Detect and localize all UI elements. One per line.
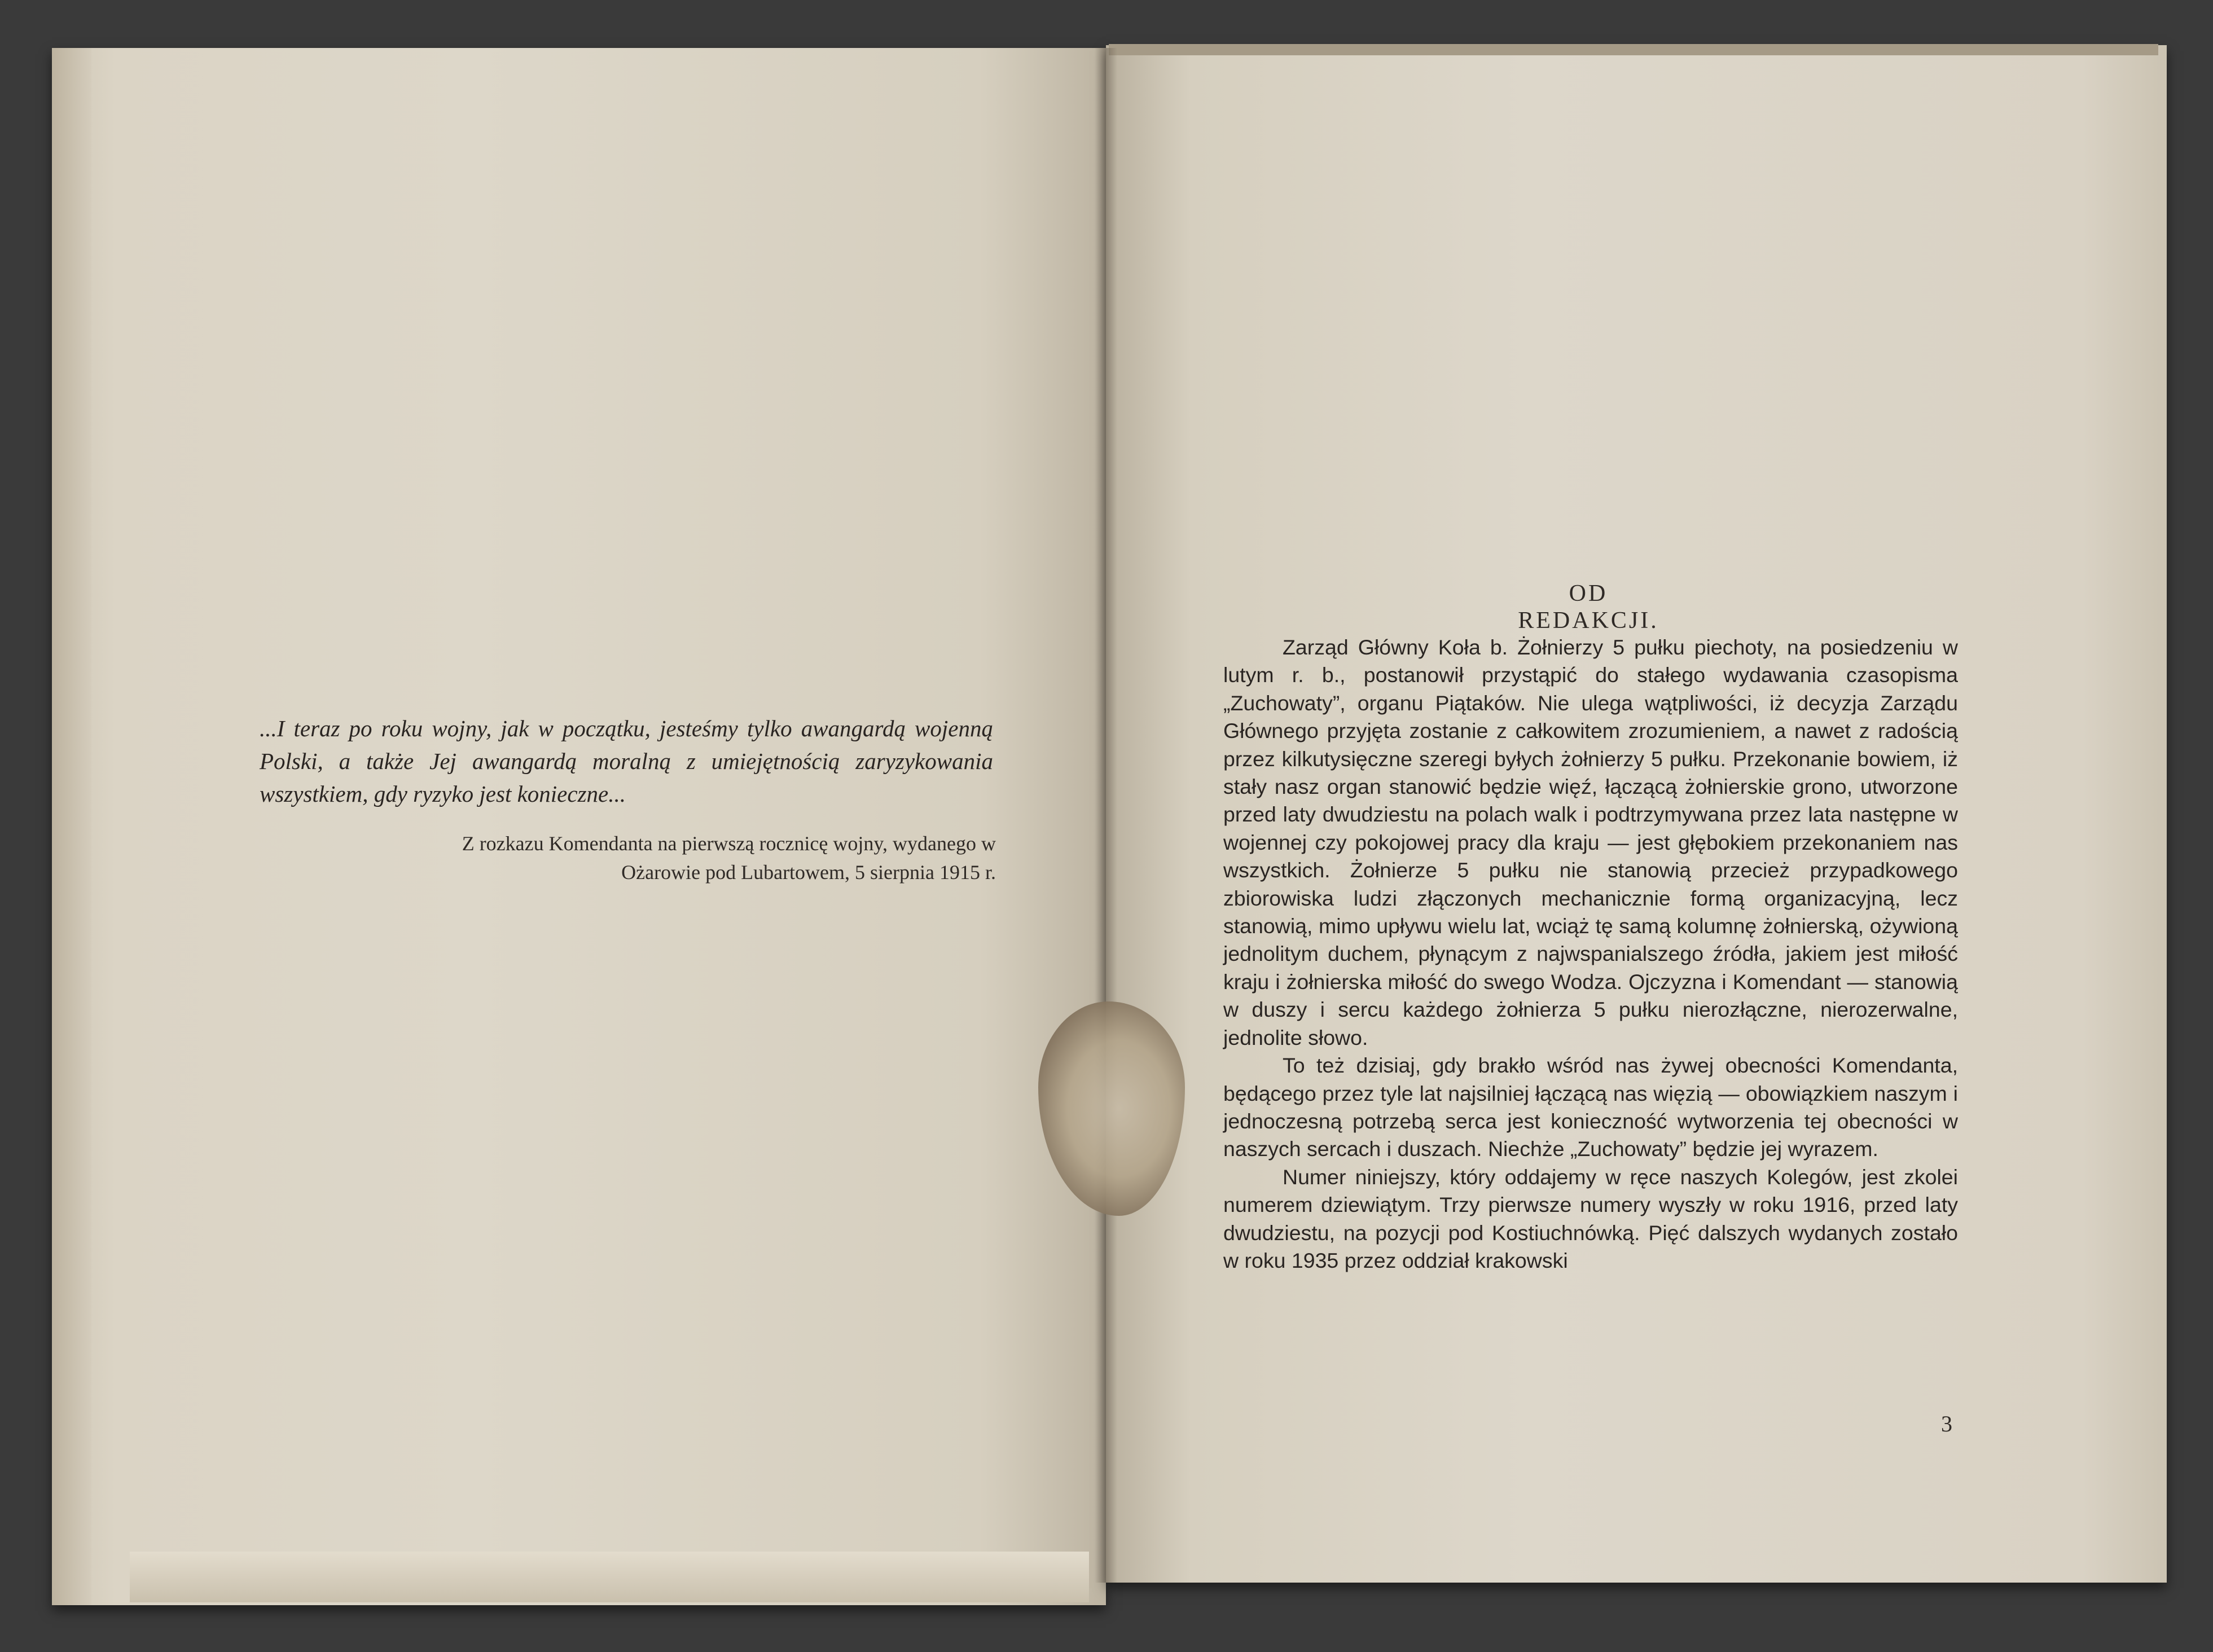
bottom-page-edge xyxy=(130,1552,1089,1602)
article-heading: OD REDAKCJI. xyxy=(1518,581,1659,634)
paragraph: Numer niniejszy, który oddajemy w ręce naszych Kolegów, jest zkolei numerem dziewiątym. Trzy pierwsze numery wyszły w roku 1916, przed laty dwudziestu, na pozycji pod Kostiuchnówką. Pięć dalszych wydanych zostało w roku 1935 przez oddział krakowski xyxy=(1223,1165,1958,1272)
left-page-edge xyxy=(52,48,91,1605)
article-body xyxy=(1223,634,1958,1275)
left-page xyxy=(52,48,1106,1605)
paragraph: Zarząd Główny Koła b. Żołnierzy 5 pułku piechoty, na posiedzeniu w lutym r. b., postanowił przystąpić do stałego wydawania czasopisma „Zuchowaty”, organu Piątaków. Nie ulega wątpliwości, iż decyzja Zarządu Głównego przyjęta zostanie z całkowitem zrozumieniem, a nawet z radością przez kilkutysięczne szeregi byłych żołnierzy 5 pułku. Przekonanie bowiem, iż stały nasz organ stanowić będzie więź, łączącą żołnierskie grono, utworzone przed laty dwudziestu na polach walk i podtrzymywana przez lata następne w wojennej czy pokojowej pracy dla kraju — jest głębokiem przekonaniem nas wszystkich. Żołnierze 5 pułku nie stanowią przecież przypadkowego zbiorowiska ludzi złączonych mechanicznie formą organizacyjną, lecz stanowią, mimo upływu wielu lat, wciąż tę samą kolumnę żołnierską, ożywioną jednolitym duchem, płynącym z najwspanialszego źródła, jakiem jest miłość kraju i żołnierska miłość do swego Wodza. Ojczyzna i Komendant — stanowią w duszy i sercu każdego żołnierza 5 pułku nierozłączne, nierozerwalne, jednolite słowo. xyxy=(1223,635,1958,1049)
epigraph-citation: Z rozkazu Komendanta na pierwszą rocznicę wojny, wydanego w Ożarowie pod Lubartowem, 5 sierpnia 1915 r. xyxy=(462,832,996,884)
epigraph-quote: ...I teraz po roku wojny, jak w początku, jesteśmy tylko awangardą wojenną Polski, a także Jej awangardą moralną z umiejętnością zaryzykowania wszystkiem, gdy ryzyko jest konieczne... xyxy=(260,715,993,807)
page-number: 3 xyxy=(1941,1411,1952,1436)
book-gutter xyxy=(1095,48,1117,1583)
right-page-top-edge xyxy=(1109,44,2158,55)
paragraph: To też dzisiaj, gdy brakło wśród nas żywej obecności Komendanta, będącego przez tyle lat najsilniej łączącą nas więzią — obowiązkiem naszym i jednoczesną potrzebą serca jest konieczność wytworzenia tej obecności w naszych sercach i duszach. Niechże „Zuchowaty” będzie jej wyrazem. xyxy=(1223,1053,1958,1161)
